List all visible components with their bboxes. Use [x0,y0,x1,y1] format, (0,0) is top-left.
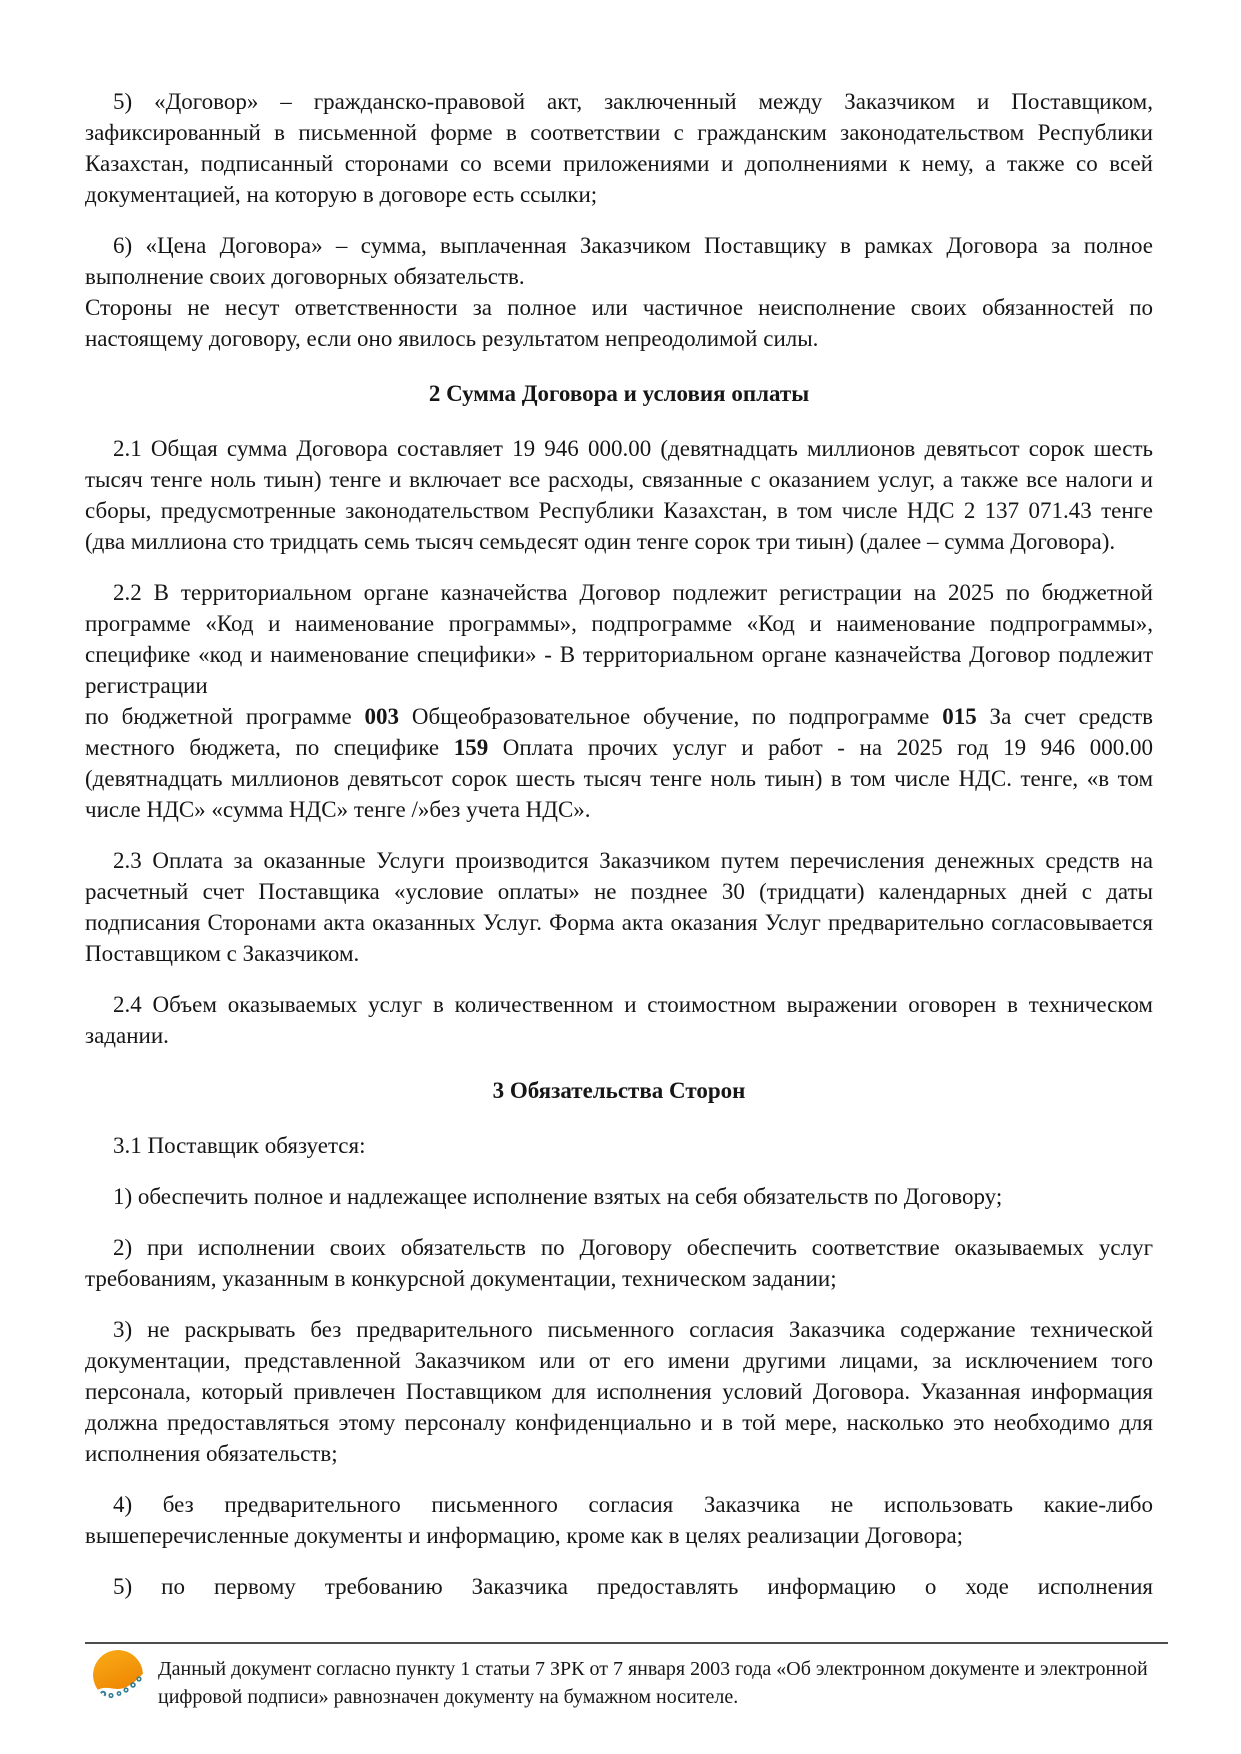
footer [85,1642,1168,1711]
paragraph-2-1: 2.1 Общая сумма Договора составляет 19 946 000.00 (девятнадцать миллионов девятьсот сорок шесть тысяч тенге ноль тиын) тенге и включает все расходы, связанные с оказанием услуг, а также все налоги и сборы, предусмотренные законодательством Республики Казахстан, в том числе НДС 2 137 071.43 тенге (два миллиона сто тридцать семь тысяч семьдесят один тенге сорок три тиын) (далее – сумма Договора). [85,436,1153,554]
budget-text-tail: Оплата прочих услуг и работ - на 2025 год 19 946 000.00 (девятнадцать миллионов девятьсот сорок шесть тысяч тенге ноль тиын) в том числе НДС. тенге, «в том числе НДС» «сумма НДС» тенге /»без учета НДС». [85,735,1153,822]
paragraph-obligation-1: 1) обеспечить полное и надлежащее исполнение взятых на себя обязательств по Договору; [113,1184,1003,1209]
paragraph-2-2: 2.2 В территориальном органе казначейства Договор подлежит регистрации на 2025 по бюджетной программе «Код и наименование программы», подпрограмме «Код и наименование подпрограммы», специфике «код и наименование специфики» - В территориальном органе казначейства Договор подлежит регистрации [85,580,1153,698]
budget-subprogram-code: 015 [942,704,977,729]
paragraph-2-4: 2.4 Объем оказываемых услуг в количественном и стоимостном выражении оговорен в техническом задании. [85,992,1153,1048]
footer-divider [85,1642,1168,1644]
paragraph-force-majeure: Стороны не несут ответственности за полное или частичное неисполнение своих обязанностей по настоящему договору, если оно явилось результатом непреодолимой силы. [85,295,1153,351]
esign-note: Данный документ согласно пункту 1 статьи 7 ЗРК от 7 января 2003 года «Об электронном документе и электронной цифровой подписи» равнозначен документу на бумажном носителе. [158,1658,1148,1708]
paragraph-term-5: 5) «Договор» – гражданско-правовой акт, заключенный между Заказчиком и Поставщиком, зафиксированный в письменной форме в соответствии с гражданским законодательством Республики Казахстан, подписанный сторонами со всеми приложениями и дополнениями к нему, а также со всей документацией, на которую в договоре есть ссылки; [85,89,1153,207]
paragraph-obligation-2: 2) при исполнении своих обязательств по Договору обеспечить соответствие оказываемых услуг требованиям, указанным в конкурсной документации, техническом задании; [85,1235,1153,1291]
budget-specific-code: 159 [453,735,489,760]
section-2-heading: 2 Сумма Договора и условия оплаты [428,381,810,406]
budget-text-lead: по бюджетной программе [85,704,365,729]
footer-body [85,1649,1168,1711]
paragraph-2-3: 2.3 Оплата за оказанные Услуги производится Заказчиком путем перечисления денежных средств на расчетный счет Поставщика «условие оплаты» не позднее 30 (тридцати) календарных дней с даты подписания Сторонами акта оказанных Услуг. Форма акта оказания Услуг предварительно согласовывается Поставщиком с Заказчиком. [85,848,1153,966]
paragraph-3-1: 3.1 Поставщик обязуется: [113,1133,366,1158]
budget-program-code: 003 [364,704,400,729]
goszakup-emblem-icon [91,1649,145,1703]
budget-text-program: Общеобразовательное обучение, по подпрограмме [399,704,943,729]
paragraph-2-2-budget [85,701,1153,825]
paragraph-obligation-3: 3) не раскрывать без предварительного письменного согласия Заказчика содержание технической документации, представленной Заказчиком или от его имени другими лицами, за исключением того персонала, который привлечен Поставщиком для исполнения условий Договора. Указанная информация должна предоставляться этому персоналу конфиденциально и в той мере, насколько это необходимо для исполнения обязательств; [85,1317,1153,1466]
budget-text-subprogram: За счет средств местного бюджета, по специфике [85,704,1153,760]
paragraph-obligation-4: 4) без предварительного письменного согласия Заказчика не использовать какие-либо вышеперечисленные документы и информацию, кроме как в целях реализации Договора; [85,1492,1153,1548]
section-3-heading: 3 Обязательства Сторон [492,1078,746,1103]
contract-text [85,86,1153,1638]
paragraph-obligation-5: 5) по первому требованию Заказчика предоставлять информацию о ходе исполнения [113,1574,1153,1599]
paragraph-term-6: 6) «Цена Договора» – сумма, выплаченная Заказчиком Поставщику в рамках Договора за полное выполнение своих договорных обязательств. [85,233,1153,289]
